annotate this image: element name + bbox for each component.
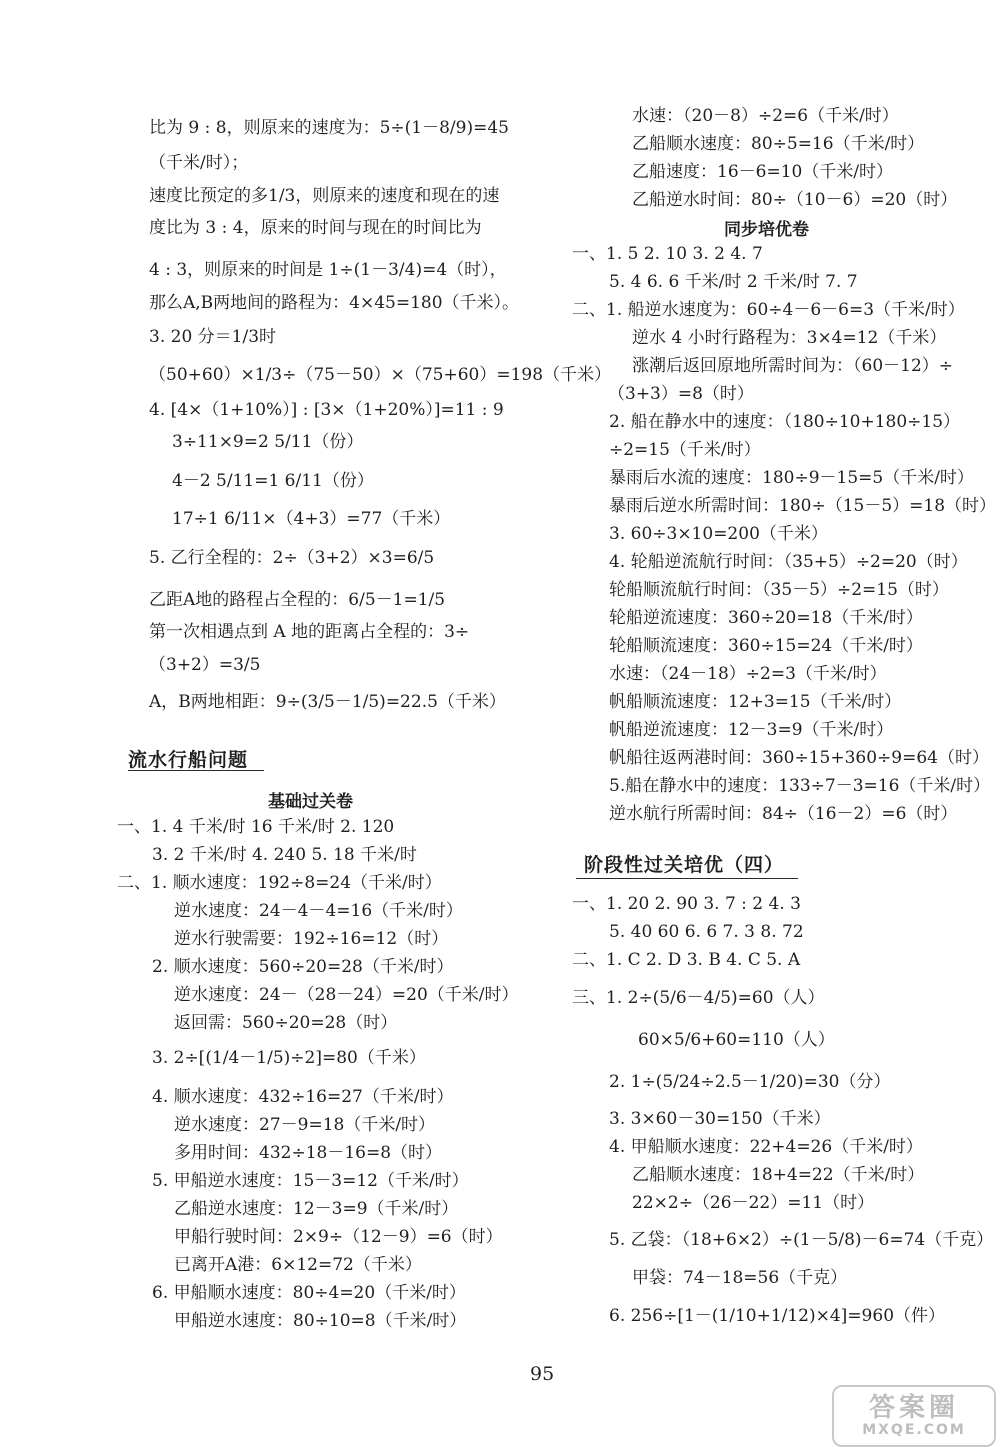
text-line: 逆水速度：27－9=18（千米/时） xyxy=(174,1115,436,1135)
text-line: 二、1. 船逆水速度为：60÷4－6－6=3（千米/时） xyxy=(572,300,965,320)
text-line: 4. 甲船顺水速度：22+4=26（千米/时） xyxy=(609,1137,923,1157)
text-line: 5. 甲船逆水速度：15－3=12（千米/时） xyxy=(152,1171,469,1191)
page-number: 95 xyxy=(530,1363,555,1385)
text-line: 5. 乙袋：（18+6×2）÷(1－5/8)－6=74（千克） xyxy=(609,1230,994,1250)
text-line: 3. 20 分＝1/3时 xyxy=(149,327,277,347)
text-line: 返回需：560÷20=28（时） xyxy=(174,1013,398,1033)
text-line: （50+60）×1/3÷（75－50）×（75+60）=198（千米） xyxy=(149,365,612,385)
text-line: 4. [4×（1+10%）] : [3×（1+20%）]=11 : 9 xyxy=(149,400,504,420)
text-line: 5. 4 6. 6 千米/时 2 千米/时 7. 7 xyxy=(609,272,858,292)
text-line: 乙船速度：16－6=10（千米/时） xyxy=(632,162,894,182)
text-line: 轮船顺流航行时间：（35－5）÷2=15（时） xyxy=(609,580,949,600)
text-line: 4 : 3，则原来的时间是 1÷(1－3/4)=4（时）， xyxy=(149,260,507,280)
text-line: 3. 60÷3×10=200（千米） xyxy=(609,524,828,544)
text-line: 逆水速度：24－（28－24）=20（千米/时） xyxy=(174,985,519,1005)
text-line: 2. 顺水速度：560÷20=28（千米/时） xyxy=(152,957,454,977)
section-underline xyxy=(128,770,264,771)
text-line: 22×2÷（26－22）=11（时） xyxy=(632,1193,875,1213)
watermark-main-text: 答案圈 xyxy=(868,1393,959,1423)
text-line: 5. 乙行全程的：2÷（3+2）×3=6/5 xyxy=(149,548,435,568)
text-line: ÷2=15（千米/时） xyxy=(609,440,761,460)
text-line: 二、1. 顺水速度：192÷8=24（千米/时） xyxy=(117,873,442,893)
subsection-title: 同步培优卷 xyxy=(724,220,809,240)
text-line: 比为 9 : 8，则原来的速度为：5÷(1－8/9)=45 xyxy=(149,118,509,138)
text-line: 帆船往返两港时间：360÷15+360÷9=64（时） xyxy=(609,748,989,768)
text-line: 轮船逆流速度：360÷20=18（千米/时） xyxy=(609,608,923,628)
text-line: 4. 顺水速度：432÷16=27（千米/时） xyxy=(152,1087,454,1107)
text-line: 3. 2 千米/时 4. 240 5. 18 千米/时 xyxy=(152,845,417,865)
section-title: 流水行船问题 xyxy=(128,749,249,771)
text-line: （3+3）=8（时） xyxy=(608,384,754,404)
text-line: 6. 256÷[1－(1/10+1/12)×4]=960（件） xyxy=(609,1306,946,1326)
text-line: 暴雨后逆水所需时间：180÷（15－5）=18（时） xyxy=(609,496,997,516)
text-line: 乙船逆水时间：80÷（10－6）=20（时） xyxy=(632,190,958,210)
text-line: 涨潮后返回原地所需时间为：（60－12）÷ xyxy=(632,356,954,376)
text-line: 一、1. 5 2. 10 3. 2 4. 7 xyxy=(572,244,763,264)
text-line: 暴雨后水流的速度：180÷9－15=5（千米/时） xyxy=(609,468,974,488)
section-title: 阶段性过关培优（四） xyxy=(584,854,785,876)
text-line: 3. 3×60－30=150（千米） xyxy=(609,1109,831,1129)
section-underline xyxy=(576,878,798,879)
text-line: 度比为 3 : 4，原来的时间与现在的时间比为 xyxy=(149,218,482,238)
text-line: 速度比预定的多1/3，则原来的速度和现在的速 xyxy=(149,186,500,206)
subsection-title: 基础过关卷 xyxy=(268,792,353,812)
text-line: 水速：（24－18）÷2=3（千米/时） xyxy=(609,664,887,684)
text-line: 三、1. 2÷(5/6－4/5)=60（人） xyxy=(572,988,825,1008)
text-line: 60×5/6+60=110（人） xyxy=(638,1030,835,1050)
watermark-logo xyxy=(832,1385,996,1447)
text-line: 帆船逆流速度：12－3=9（千米/时） xyxy=(609,720,894,740)
text-line: 6. 甲船顺水速度：80÷4=20（千米/时） xyxy=(152,1283,466,1303)
text-line: 17÷1 6/11×（4+3）=77（千米） xyxy=(172,509,451,529)
text-line: 一、1. 4 千米/时 16 千米/时 2. 120 xyxy=(117,817,395,837)
watermark-sub-text: MXQE.COM xyxy=(862,1422,966,1438)
text-line: 甲船行驶时间：2×9÷（12－9）=6（时） xyxy=(174,1227,503,1247)
text-line: 2. 船在静水中的速度：（180÷10+180÷15） xyxy=(609,412,961,432)
text-line: 甲船逆水速度：80÷10=8（千米/时） xyxy=(174,1311,467,1331)
text-line: 多用时间：432÷18－16=8（时） xyxy=(174,1143,443,1163)
text-line: 5. 40 60 6. 6 7. 3 8. 72 xyxy=(609,922,804,942)
text-line: 那么A,B两地间的路程为：4×45=180（千米）。 xyxy=(149,293,520,313)
text-line: 3. 2÷[(1/4－1/5)÷2]=80（千米） xyxy=(152,1048,426,1068)
text-line: 已离开A港：6×12=72（千米） xyxy=(174,1255,422,1275)
text-line: （3+2）=3/5 xyxy=(149,655,261,675)
text-line: 逆水航行所需时间：84÷（16－2）=6（时） xyxy=(609,804,958,824)
text-line: 第一次相遇点到 A 地的距离占全程的：3÷ xyxy=(149,622,470,642)
text-line: 逆水速度：24－4－4=16（千米/时） xyxy=(174,901,463,921)
text-line: 二、1. C 2. D 3. B 4. C 5. A xyxy=(572,950,801,970)
text-line: 甲袋：74－18=56（千克） xyxy=(632,1268,848,1288)
text-line: 4－2 5/11=1 6/11（份） xyxy=(172,471,374,491)
text-line: 2. 1÷(5/24÷2.5－1/20)=30（分） xyxy=(609,1072,891,1092)
text-line: 乙船顺水速度：80÷5=16（千米/时） xyxy=(632,134,925,154)
text-line: 轮船顺流速度：360÷15=24（千米/时） xyxy=(609,636,923,656)
text-line: （千米/时）； xyxy=(149,153,249,173)
text-line: 逆水 4 小时行路程为：3×4=12（千米） xyxy=(632,328,947,348)
text-line: 逆水行驶需要：192÷16=12（时） xyxy=(174,929,449,949)
text-line: 3÷11×9=2 5/11（份） xyxy=(172,432,364,452)
text-line: 4. 轮船逆流航行时间：（35+5）÷2=20（时） xyxy=(609,552,968,572)
text-line: 帆船顺流速度：12+3=15（千米/时） xyxy=(609,692,902,712)
text-line: A，B两地相距：9÷(3/5－1/5)=22.5（千米） xyxy=(149,692,506,712)
text-line: 5.船在静水中的速度：133÷7－3=16（千米/时） xyxy=(609,776,991,796)
text-line: 水速：（20－8）÷2=6（千米/时） xyxy=(632,106,899,126)
text-line: 乙船逆水速度：12－3=9（千米/时） xyxy=(174,1199,459,1219)
text-line: 一、1. 20 2. 90 3. 7 : 2 4. 3 xyxy=(572,894,801,914)
text-line: 乙船顺水速度：18+4=22（千米/时） xyxy=(632,1165,925,1185)
text-line: 乙距A地的路程占全程的：6/5－1=1/5 xyxy=(149,590,446,610)
